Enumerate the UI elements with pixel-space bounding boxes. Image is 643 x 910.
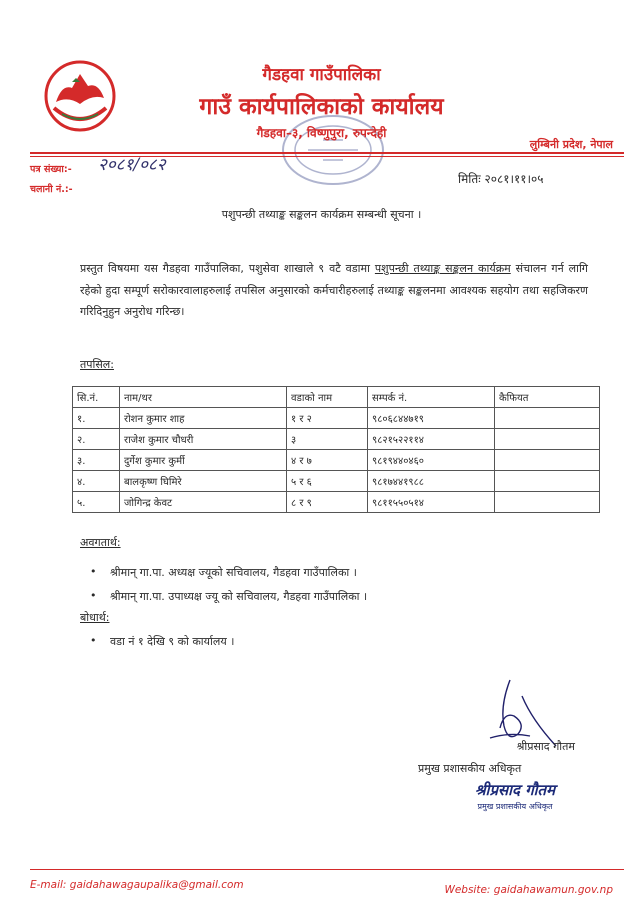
list-item xyxy=(90,634,234,649)
footer-email: E-mail: gaidahawagaupalika@gmail.com xyxy=(30,879,244,891)
table-cell xyxy=(495,450,600,471)
body-paragraph xyxy=(80,258,588,323)
letter-number-label: पत्र संख्या:- xyxy=(30,164,72,175)
table-row xyxy=(73,471,600,492)
table-cell xyxy=(495,429,600,450)
table-cell: ९८१७४४१९८८ xyxy=(368,471,495,492)
table-cell: १. xyxy=(73,408,120,429)
footer-website: Website: gaidahawamun.gov.np xyxy=(444,884,613,896)
table-cell: दुर्गेश कुमार कुर्मी xyxy=(120,450,287,471)
letter-number-value: २०८१/०८२ xyxy=(98,155,166,175)
signatory-name: श्रीप्रसाद गौतम xyxy=(516,740,575,753)
name-stamp-title: प्रमुख प्रशासकीय अधिकृत xyxy=(477,802,553,811)
table-row xyxy=(73,492,600,513)
table-cell: रोशन कुमार शाह xyxy=(120,408,287,429)
table-cell: ५ र ६ xyxy=(287,471,368,492)
body-text-1: प्रस्तुत विषयमा यस गैडहवा गाउँपालिका, पशुसेवा शाखाले ९ वटै वडामा xyxy=(80,262,375,275)
table-cell: ४ र ७ xyxy=(287,450,368,471)
office-name: गाउँ कार्यपालिकाको कार्यालय xyxy=(199,94,444,120)
table-header-cell: वडाको नाम xyxy=(287,387,368,408)
list-item-text: श्रीमान् गा.पा. अध्यक्ष ज्यूको सचिवालय, गैडहवा गाउँपालिका । xyxy=(110,566,357,579)
list-item xyxy=(90,589,367,604)
staff-contact-table xyxy=(72,386,600,513)
table-cell: जोगिन्द्र केवट xyxy=(120,492,287,513)
table-cell xyxy=(495,471,600,492)
table-cell: ८ र ९ xyxy=(287,492,368,513)
tapasil-heading: तपसिल: xyxy=(80,358,114,371)
office-address: गैडहवा–३, विष्णुपुरा, रुपन्देही xyxy=(256,126,387,140)
bodarth-heading: बोधार्थ: xyxy=(80,611,110,624)
letter-date xyxy=(458,170,544,187)
table-cell: ३. xyxy=(73,450,120,471)
table-cell: बालकृष्ण घिमिरे xyxy=(120,471,287,492)
dispatch-number-label: चलानी नं.:- xyxy=(30,184,73,195)
table-cell: ९८०६८४४७१९ xyxy=(368,408,495,429)
table-cell: ३ xyxy=(287,429,368,450)
table-cell: १ र २ xyxy=(287,408,368,429)
table-row xyxy=(73,450,600,471)
signatory-title: प्रमुख प्रशासकीय अधिकृत xyxy=(418,762,522,775)
table-header-cell: सि.नं. xyxy=(73,387,120,408)
table-cell: ९८१९४४०४६० xyxy=(368,450,495,471)
date-value: २०८१।११।०५ xyxy=(484,172,544,186)
table-cell: २. xyxy=(73,429,120,450)
office-seal-icon xyxy=(278,110,388,190)
name-stamp: श्रीप्रसाद गौतम xyxy=(474,781,556,799)
list-item-text: श्रीमान् गा.पा. उपाध्यक्ष ज्यू को सचिवालय, गैडहवा गाउँपालिका । xyxy=(110,590,368,603)
table-cell xyxy=(495,408,600,429)
table-header-cell: नाम/थर xyxy=(120,387,287,408)
list-item-text: वडा नं १ देखि ९ को कार्यालय । xyxy=(110,635,235,648)
table-header-row xyxy=(73,387,600,408)
date-label: मितिः xyxy=(458,172,481,186)
table-cell: ९८२१५२२११४ xyxy=(368,429,495,450)
subject-line: पशुपन्छी तथ्याङ्क सङ्कलन कार्यक्रम सम्बन्धी सूचना । xyxy=(221,208,422,221)
body-underlined-program: पशुपन्छी तथ्याङ्क सङ्कलन कार्यक्रम xyxy=(374,262,511,275)
table-row xyxy=(73,429,600,450)
table-cell: ५. xyxy=(73,492,120,513)
table-cell: राजेश कुमार चौधरी xyxy=(120,429,287,450)
table-cell xyxy=(495,492,600,513)
awagat-heading: अवगतार्थ: xyxy=(80,536,121,549)
handwritten-signature xyxy=(470,676,560,748)
body-text-2: संचालन गर्न लागि रहेको हुदा सम्पूर्ण सरोकारवालाहरुलाई तपसिल अनुसारको कर्मचारीहरुलाई तथ्याङ्क सङ्कलनमा आवश्यक सहयोग तथा सहजिकरण गरिदिनुहुन अनुरोध गरिन्छ। xyxy=(80,262,588,318)
table-header-cell: कैफियत xyxy=(495,387,600,408)
table-cell: ९८११५५०५१४ xyxy=(368,492,495,513)
table-cell: ४. xyxy=(73,471,120,492)
table-header-cell: सम्पर्क नं. xyxy=(368,387,495,408)
table-row xyxy=(73,408,600,429)
province-name: लुम्बिनी प्रदेश, नेपाल xyxy=(529,138,613,151)
list-item xyxy=(90,565,357,580)
municipality-name: गैडहवा गाउँपालिका xyxy=(262,65,381,85)
footer-rule xyxy=(30,869,624,870)
